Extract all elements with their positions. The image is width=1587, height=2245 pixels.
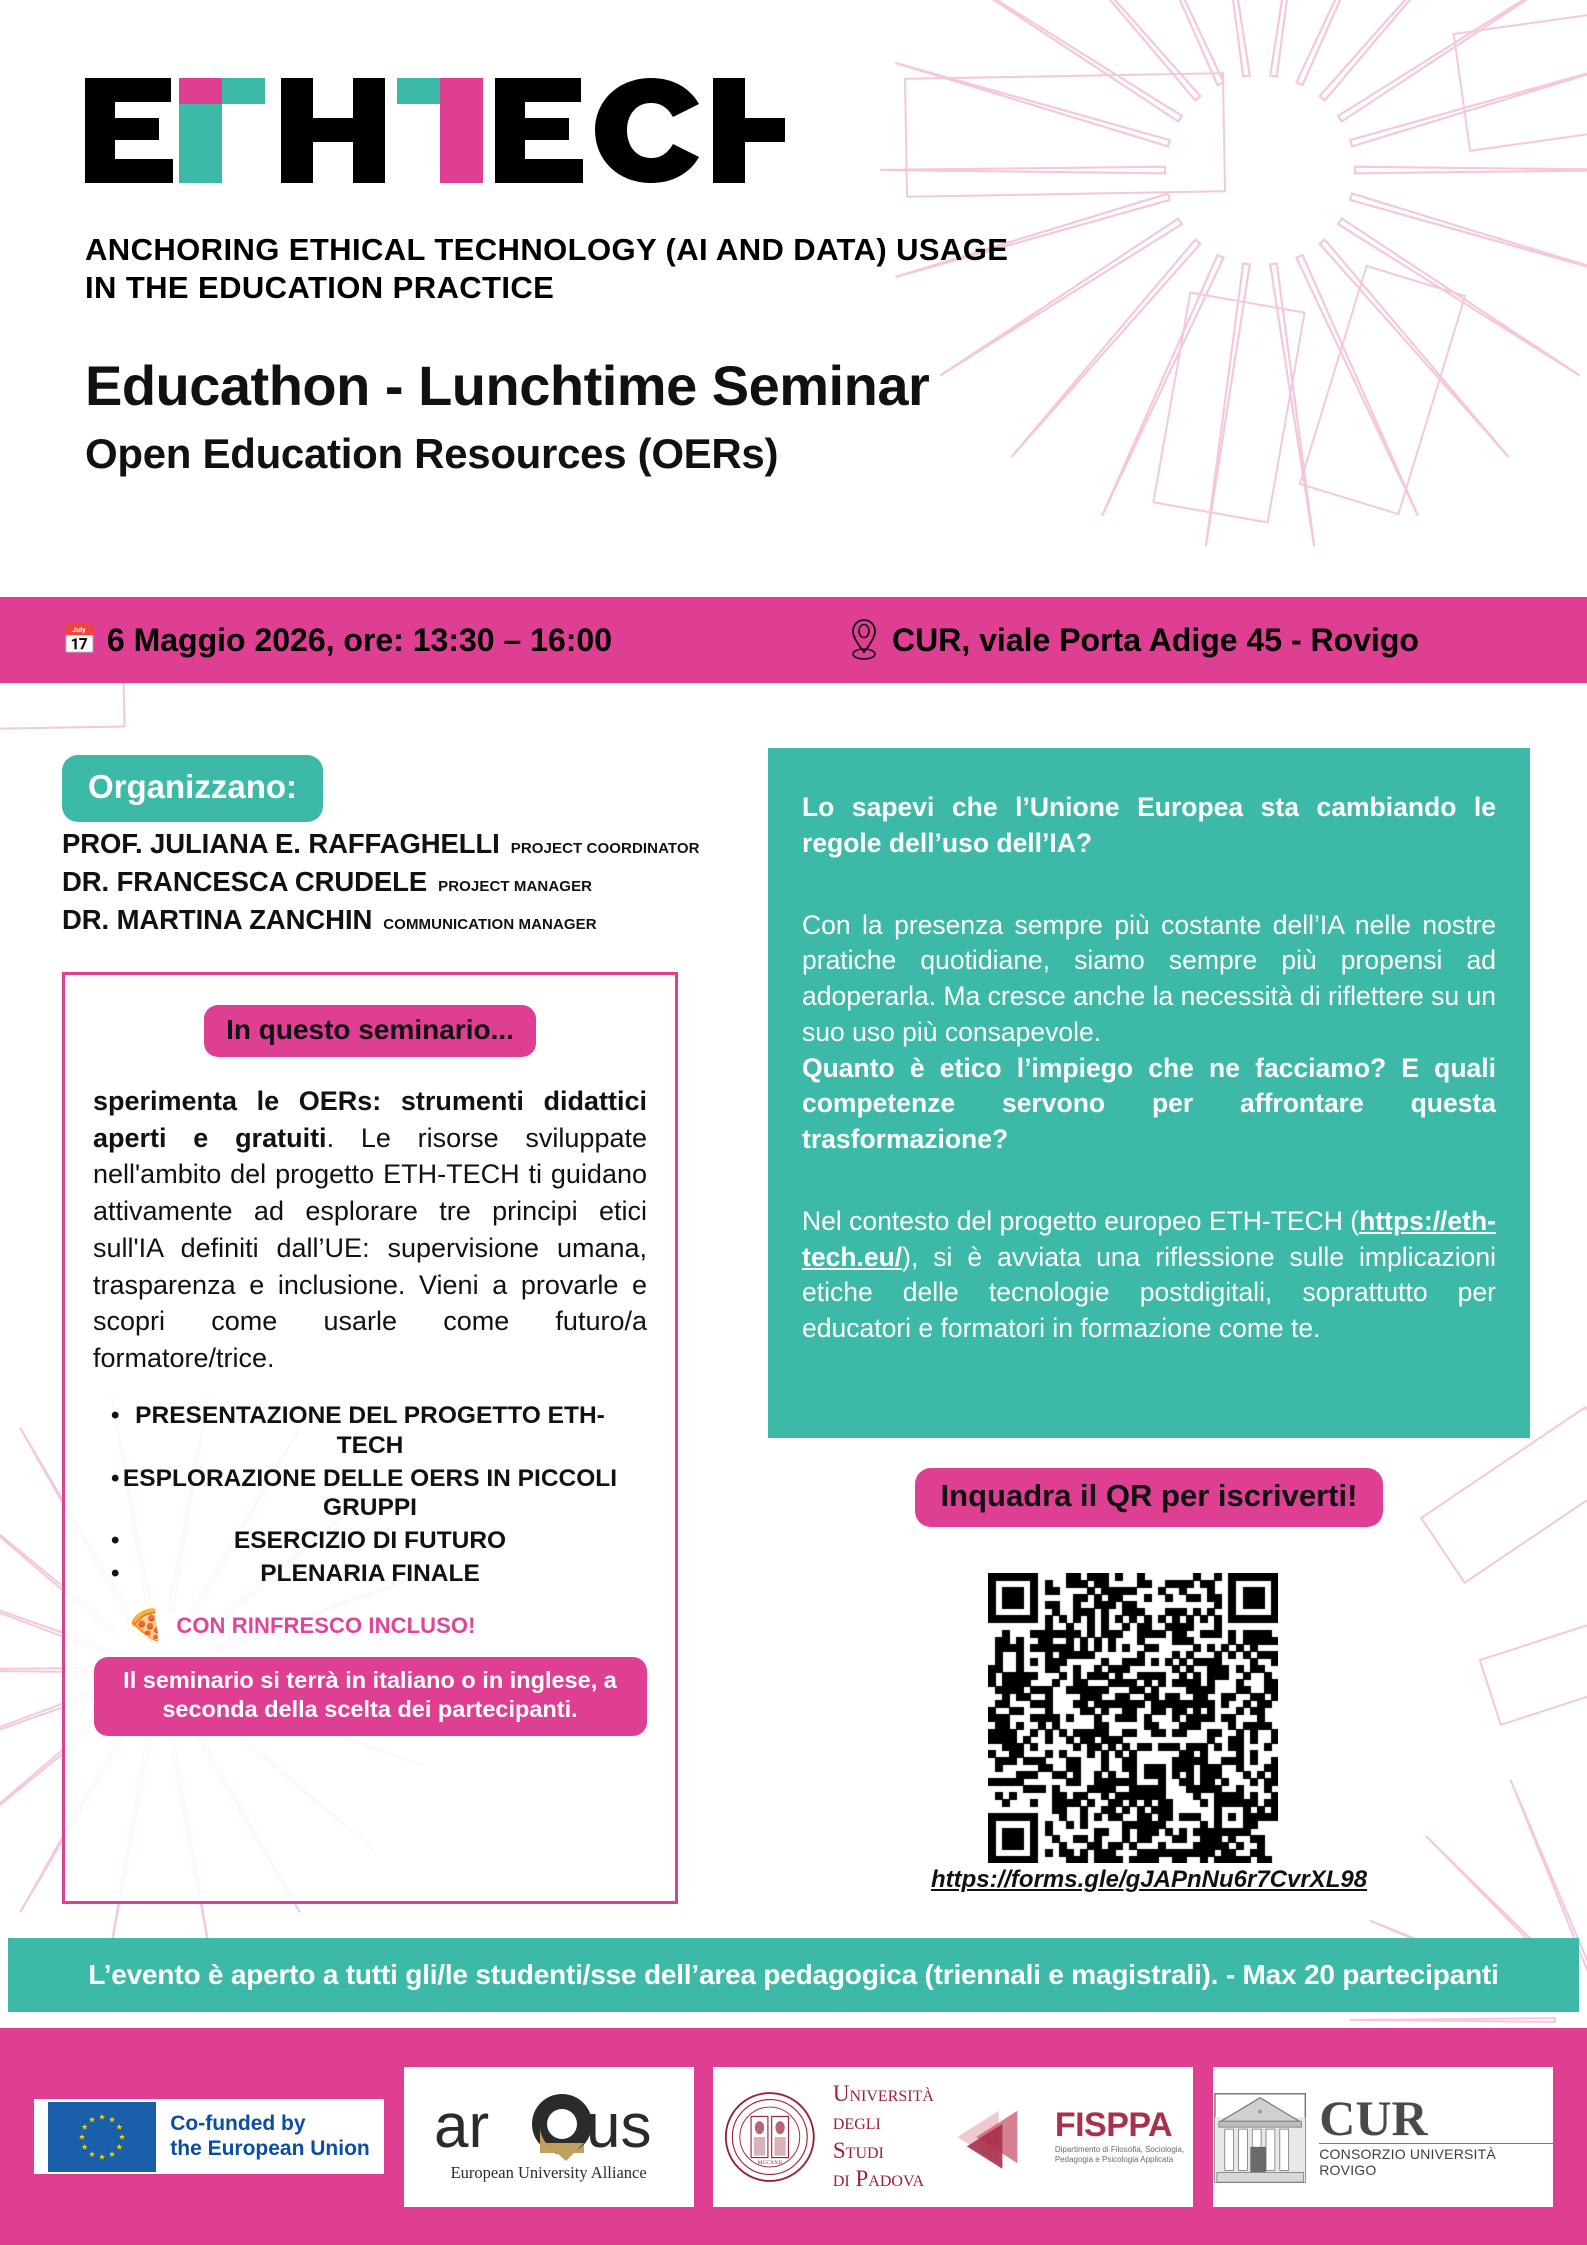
eligibility-bar: L’evento è aperto a tutti gli/le studenti/sse dell’area pedagogica (triennali e magistrali). - Max 20 partecipanti xyxy=(8,1938,1579,2012)
organizers-section xyxy=(62,755,702,936)
cur-logo xyxy=(1213,2067,1553,2207)
eu-funding-text xyxy=(170,2112,370,2160)
footer-logos xyxy=(0,2028,1587,2245)
ethtech-logo xyxy=(85,78,785,183)
refreshment-text: CON RINFRESCO INCLUSO! xyxy=(176,1613,476,1638)
registration-url[interactable]: https://forms.gle/gJAPnNu6r7CvrXL98 xyxy=(930,1866,1368,1893)
seminar-description-rest: . Le risorse sviluppate nell'ambito del progetto ETH-TECH ti guidano attivamente ad esplorare tre principi etici sull'IA definiti dall’UE: supervisione umana, trasparenza e inclusione. Vieni a provarle e scopri come usarle come futuro/a formatore/trice. xyxy=(93,1122,647,1374)
seminar-pill-label: In questo seminario... xyxy=(204,1005,536,1057)
eth-tech-link[interactable]: https://eth-tech.eu/ xyxy=(802,1205,1496,1272)
pizza-slice-icon: 🍕 xyxy=(127,1609,165,1642)
language-note: Il seminario si terrà in italiano o in inglese, a seconda della scelta dei partecipanti. xyxy=(94,1657,647,1736)
list-item: • PLENARIA FINALE xyxy=(93,1559,647,1589)
cur-wordmark xyxy=(1319,2089,1553,2179)
list-item: • ESPLORAZIONE DELLE OERS IN PICCOLI GRUPPI xyxy=(93,1464,647,1524)
unipd-line-1: Università xyxy=(832,2081,934,2107)
cur-acronym: CUR xyxy=(1319,2089,1428,2146)
calendar-icon: 📅 xyxy=(62,624,97,655)
organizer-row xyxy=(62,904,702,936)
svg-text:ar: ar xyxy=(433,2091,489,2161)
list-item: • PRESENTAZIONE DEL PROGETTO ETH-TECH xyxy=(93,1401,647,1461)
eu-flag-icon xyxy=(48,2102,156,2172)
organizer-row xyxy=(62,866,702,898)
agenda-list xyxy=(93,1401,647,1589)
context-paragraph-1: Con la presenza sempre più costante dell’IA nelle nostre pratiche quotidiane, siamo sempre più propensi ad adoperarla. Ma cresce anche la necessità di riflettere su un suo uso più consapevole. xyxy=(802,909,1496,1047)
event-date-text: 6 Maggio 2026, ore: 13:30 – 16:00 xyxy=(106,621,613,658)
seminar-details-card xyxy=(62,972,678,1904)
unipd-seal-icon xyxy=(723,2087,817,2187)
location-pin-icon xyxy=(850,618,878,662)
svg-text:us: us xyxy=(585,2091,652,2161)
fisppa-subtitle: Dipartimento di Filosofia, Sociologia, Pedagogia e Psicologia Applicata xyxy=(1054,2145,1185,2164)
arqus-wordmark-icon xyxy=(434,2091,664,2161)
organizer-name: DR. MARTINA ZANCHIN xyxy=(62,904,373,935)
cur-building-icon xyxy=(1213,2087,1307,2187)
context-paragraph-2-post: ), si è avviata una riflessione sulle implicazioni etiche delle tecnologie postdigitali, soprattutto per educatori e formatori in formazione come te. xyxy=(802,1241,1496,1344)
poster-tagline xyxy=(85,231,1385,307)
organizer-role: COMMUNICATION MANAGER xyxy=(383,916,597,933)
list-item: • ESERCIZIO DI FUTURO xyxy=(93,1526,647,1556)
page-title: Educathon - Lunchtime Seminar xyxy=(85,353,930,417)
decorative-rectangle xyxy=(1479,1604,1587,1726)
qr-pill-wrap xyxy=(768,1468,1530,1527)
tagline-line-1: ANCHORING ETHICAL TECHNOLOGY (AI AND DATA) USAGE xyxy=(85,232,1009,267)
svg-text:MCCXXII: MCCXXII xyxy=(757,2159,783,2166)
unipd-fisppa-logo xyxy=(713,2067,1193,2207)
seminar-pill-wrap xyxy=(93,1005,647,1057)
organizer-row xyxy=(62,828,702,860)
event-location-text: CUR, viale Porta Adige 45 - Rovigo xyxy=(892,621,1419,658)
poster-header xyxy=(0,0,1587,478)
context-paragraph-2-pre: Nel contesto del progetto europeo ETH-TECH ( xyxy=(802,1205,1360,1236)
unipd-line-2: degli Studi xyxy=(832,2109,884,2163)
organizers-pill-label: Organizzano: xyxy=(62,755,323,822)
fisppa-wordmark: FISPPA xyxy=(1054,2106,1173,2144)
unipd-wordmark xyxy=(833,2080,934,2192)
eu-funding-logo xyxy=(34,2099,384,2174)
cur-subtitle: CONSORZIO UNIVERSITÀ ROVIGO xyxy=(1319,2143,1553,2178)
organizer-role: PROJECT COORDINATOR xyxy=(510,840,700,857)
page-subtitle: Open Education Resources (OERs) xyxy=(85,429,779,477)
fisppa-mark-icon xyxy=(950,2101,1039,2173)
context-question-1: Lo sapevi che l’Unione Europea sta cambiando le regole dell’uso dell’IA? xyxy=(802,792,1496,858)
ethtech-logo-icon xyxy=(85,78,785,183)
event-location-block xyxy=(850,618,1419,662)
eu-funding-line-2: the European Union xyxy=(170,2136,370,2160)
event-banner xyxy=(0,597,1587,683)
seminar-description xyxy=(93,1083,647,1377)
organizer-name: PROF. JULIANA E. RAFFAGHELLI xyxy=(62,828,500,859)
organizer-role: PROJECT MANAGER xyxy=(438,878,593,895)
organizer-name: DR. FRANCESCA CRUDELE xyxy=(62,866,428,897)
qr-pill-label: Inquadra il QR per iscriverti! xyxy=(915,1468,1384,1527)
context-paragraph-2 xyxy=(802,1204,1496,1347)
tagline-line-2: IN THE EDUCATION PRACTICE xyxy=(85,269,555,305)
unipd-line-3: di Padova xyxy=(832,2165,925,2191)
event-date-block xyxy=(62,622,612,659)
refreshment-row xyxy=(93,1611,647,1641)
eu-funding-line-1: Co-funded by xyxy=(170,2112,306,2136)
context-card xyxy=(768,748,1530,1438)
fisppa-text xyxy=(1055,2108,1193,2165)
context-question-2: Quanto è etico l’impiego che ne facciamo? E quali competenze servono per affrontare questa trasformazione? xyxy=(802,1052,1496,1155)
arqus-logo xyxy=(404,2067,694,2207)
arqus-subtitle: European University Alliance xyxy=(450,2162,647,2182)
seminar-description-bold: sperimenta le OERs: strumenti didattici aperti e gratuiti xyxy=(93,1086,647,1153)
qr-code[interactable] xyxy=(988,1573,1278,1863)
